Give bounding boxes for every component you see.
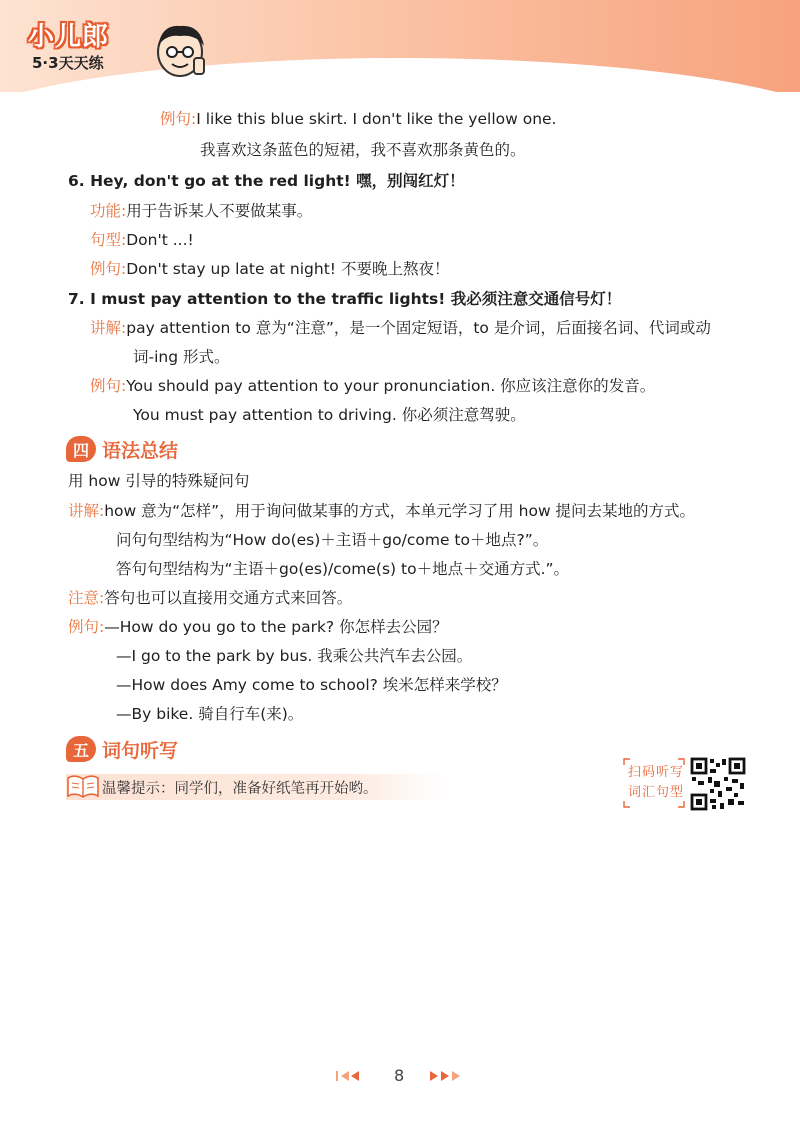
grammar-example-3: —How does Amy come to school? 埃米怎样来学校？ — [116, 676, 507, 694]
example-label: 例句: — [90, 260, 127, 278]
grammar-explain — [68, 500, 695, 522]
explain-text: pay attention to 意为“注意”，是一个固定短语，to 是介词，后面接名词、代词或动 — [126, 319, 711, 337]
item-7-explain — [90, 317, 711, 339]
scan-text-line-2: 词汇句型 — [628, 785, 685, 800]
function-label: 功能: — [90, 202, 127, 220]
item-7-heading: 7. I must pay attention to the traffic lights! 我必须注意交通信号灯！ — [68, 290, 622, 308]
example-label: 例句: — [160, 110, 197, 128]
example-en: I like this blue skirt. I don't like the yellow one. — [196, 110, 557, 128]
brand-logo — [28, 16, 208, 82]
tip-bar — [66, 774, 446, 800]
page-footer — [332, 1064, 472, 1088]
section-dictation-header — [66, 734, 178, 764]
note-label: 注意: — [68, 589, 105, 607]
scan-text-line-1: 扫码听写 — [628, 765, 685, 780]
section-title: 词句听写 — [102, 739, 179, 762]
item-7-explain-cont: 词-ing 形式。 — [133, 348, 230, 366]
section-title: 语法总结 — [102, 439, 179, 462]
example-label: 例句: — [68, 618, 105, 636]
example-text: Don't stay up late at night! 不要晚上熬夜！ — [126, 260, 450, 278]
tip-text: 温馨提示：同学们，准备好纸笔再开始哟。 — [102, 780, 378, 797]
grammar-example-1 — [68, 616, 448, 638]
explain-text: how 意为“怎样”，用于询问做某事的方式，本单元学习了用 how 提问去某地的方式。 — [104, 502, 696, 520]
grammar-example-2: —I go to the park by bus. 我乘公共汽车去公园。 — [116, 647, 473, 665]
section-badge: 四 — [66, 436, 96, 462]
section-badge: 五 — [66, 736, 96, 762]
brand-title: 小儿郎 — [28, 22, 110, 52]
grammar-answer-pattern: 答句句型结构为“主语＋go(es)/come(s) to＋地点＋交通方式.”。 — [116, 560, 570, 578]
ex5-cn: 我喜欢这条蓝色的短裙，我不喜欢那条黄色的。 — [200, 141, 526, 159]
pattern-text: Don't ...! — [126, 231, 194, 249]
grammar-example-4: —By bike. 骑自行车(来)。 — [116, 705, 304, 723]
next-arrows-icon — [428, 1070, 468, 1082]
open-book-icon — [66, 772, 100, 800]
qr-code-icon[interactable] — [690, 757, 746, 811]
scan-label-box — [622, 757, 686, 809]
pattern-label: 句型: — [90, 231, 127, 249]
series-name: 5·3天天练 — [32, 54, 104, 72]
example-text: —How do you go to the park? 你怎样去公园？ — [104, 618, 448, 636]
item-6-pattern — [90, 229, 194, 251]
page-number: 8 — [394, 1066, 405, 1085]
mascot-icon — [146, 20, 214, 84]
item-6-example — [90, 258, 449, 280]
function-text: 用于告诉某人不要做某事。 — [126, 202, 313, 220]
grammar-question-pattern: 问句句型结构为“How do(es)＋主语＋go/come to＋地点?”。 — [116, 531, 549, 549]
example-label: 例句: — [90, 377, 127, 395]
prev-arrows-icon — [332, 1070, 372, 1082]
item-6-function — [90, 200, 312, 222]
example-text: You should pay attention to your pronunciation. 你应该注意你的发音。 — [126, 377, 656, 395]
section-grammar-header — [66, 434, 178, 464]
explain-label: 讲解: — [68, 502, 105, 520]
grammar-note — [68, 587, 352, 609]
explain-label: 讲解: — [90, 319, 127, 337]
ex5-line — [160, 108, 557, 130]
item-6-heading: 6. Hey, don't go at the red light! 嘿，别闯红灯！ — [68, 172, 465, 190]
item-7-example — [90, 375, 655, 397]
scan-text — [628, 763, 684, 803]
grammar-subtitle: 用 how 引导的特殊疑问句 — [68, 472, 250, 490]
note-text: 答句也可以直接用交通方式来回答。 — [104, 589, 353, 607]
item-7-example-2: You must pay attention to driving. 你必须注意驾驶。 — [133, 406, 526, 424]
